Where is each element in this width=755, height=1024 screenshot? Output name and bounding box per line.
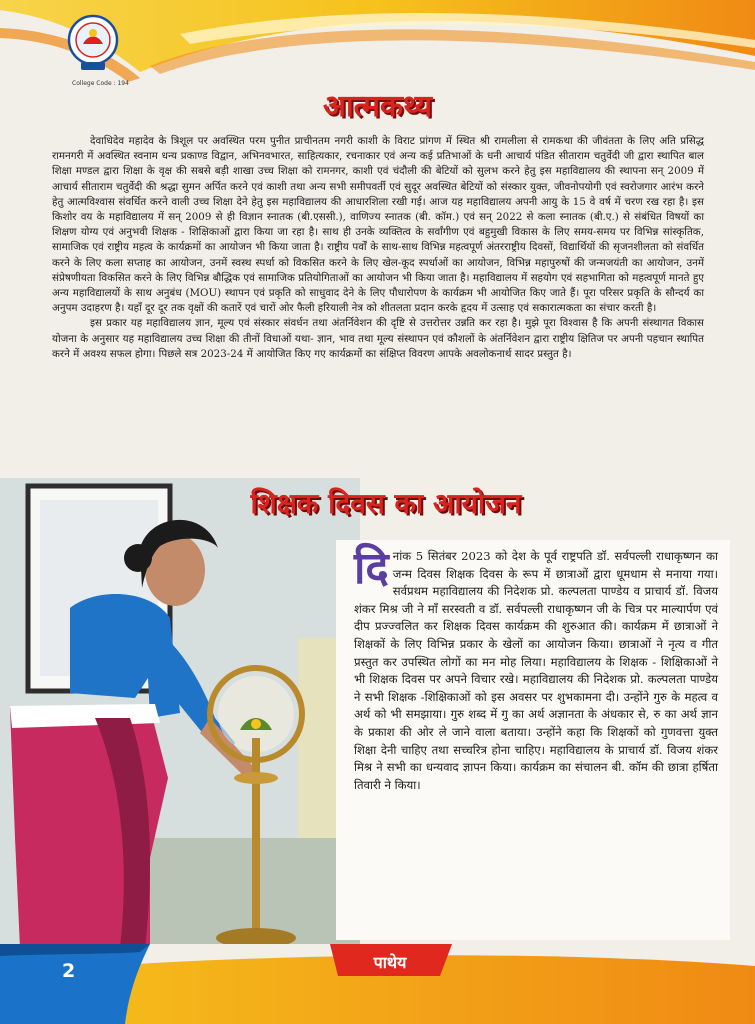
- event-body-text: नांक 5 सितंबर 2023 को देश के पूर्व राष्ट्रपति डॉ. सर्वपल्ली राधाकृष्णन का जन्म दिवस शिक्षक दिवस के रूप में छात्राओं द्वारा धूमधाम से मनाया गया। सर्वप्रथम महाविद्यालय की निदेशक प्रो. कल्पलता पाण्डेय व प्राचार्य डॉ. विजय शंकर मिश्र जी ने माँ सरस्वती व डॉ. सर्वपल्ली राधाकृष्णन जी के चित्र पर माल्यार्पण एवं दीप प्रज्ज्वलित कर शिक्षक दिवस कार्यक्रम की शुरुआत की। कार्यक्रम में छात्राओं ने शिक्षकों के लिए विभिन्न प्रकार के खेलों का आयोजन किया। छात्राओं ने नृत्य व गीत प्रस्तुत कर उपस्थित लोगों का मन मोह लिया। महाविद्यालय के शिक्षक - शिक्षिकाओं ने भी शिक्षक दिवस पर अपने विचार रखे। महाविद्यालय की निदेशक प्रो. कल्पलता पाण्डेय ने सभी शिक्षक -शिक्षिकाओं को इस अवसर पर शुभकामना दी। उन्होंने गुरु के महत्व व अर्थ को भी समझाया। गुरु शब्द में गु का अर्थ अज्ञानता के अंधकार से, रु का अर्थ ज्ञान के प्रकाश की ओर ले जाने वाला बताया। उन्होंने कहा कि शिक्षकों को गुणवत्ता युक्त शिक्षा देनी चाहिए तथा सच्चरित्र होना चाहिए। महाविद्यालय के प्राचार्य डॉ. विजय शंकर मिश्र ने सभी का धन्यवाद ज्ञापन किया। कार्यक्रम का संचालन बी. कॉम की छात्रा हर्षिता तिवारी ने किया।: [354, 549, 718, 792]
- college-logo-icon: [66, 14, 120, 74]
- section-title-teachers-day: शिक्षक दिवस का आयोजन: [250, 487, 522, 520]
- dropcap: दि: [354, 543, 389, 594]
- college-code: College Code : 194: [72, 80, 129, 87]
- event-body: [354, 543, 718, 794]
- magazine-name: पाथेय: [373, 953, 407, 972]
- introduction-paragraph: इस प्रकार यह महाविद्यालय ज्ञान, मूल्य एवं संस्कार संवर्धन तथा अंतर्निवेशन की दृष्टि से उत्तरोत्तर उन्नति कर रहा है। मुझे पूरा विश्वास है कि अपनी संस्थागत विकास योजना के अनुसार यह महाविद्यालय उच्च शिक्षा की तीनों विधाओं यथा- ज्ञान, भाव तथा मूल्य संस्थापन एवं कौशलों के अंतर्निवेशन द्वारा राष्ट्रीय क्षितिज पर अपनी पहचान स्थापित करने में अवश्य सफल होगा। पिछले सत्र 2023-24 में आयोजित किए गए कार्यक्रमों का संक्षिप्त विवरण आपके अवलोकनार्थ सादर प्रस्तुत है।: [52, 317, 704, 360]
- introduction-body: [52, 134, 704, 362]
- section-title-introduction: आत्मकथ्य: [322, 89, 433, 124]
- introduction-paragraph: देवाधिदेव महादेव के त्रिशूल पर अवस्थित परम पुनीत प्राचीनतम नगरी काशी के विराट प्रांगण में स्थित श्री रामलीला से रामकथा की जीवंतता के लिए अति प्रसिद्ध रामनगरी में अवस्थित स्वनाम धन्य प्रकाण्ड विद्वान, अभिनवभारत, साहित्यकार, रचनाकार एवं अन्य कई प्रतिभाओं के धनी आचार्य पंडित सीताराम चतुर्वेदी जी द्वारा स्थापित बाल शिक्षा मण्डल द्वारा शिक्षा के वृक्ष की सबसे बड़ी शाखा उच्च शिक्षा को रामनगर, काशी एवं चंदौली की बेटियों को सुलभ करने हेतु इस महाविद्यालय की स्थापना सन् 2009 में आचार्य सीताराम चतुर्वेदी की श्रद्धा सुमन अर्पित करने एवं काशी तथा अन्य सभी समीपवर्ती एवं सुदूर अवस्थित बेटियों को संस्कार युक्त, जीवनोपयोगी एवं स्वरोजगार आरंभ करने हेतु आत्मविश्वास संवर्धित करने वाली उच्च शिक्षा देने हेतु इस महाविद्यालय की आधारशिला रखी गई। आज यह महाविद्यालय अपनी आयु के 15 वे वर्ष में चरण रख रहा है। इस किशोर वय के महाविद्यालय में सन् 2009 से ही विज्ञान स्नातक (बी.एससी.), वाणिज्य स्नातक (बी. कॉम.) एवं सन् 2022 से कला स्नातक (बी.ए.) से संबंधित विषयों का शिक्षण योग्य एवं अनुभवी शिक्षक - शिक्षिकाओं द्वारा किया जा रहा है। साथ ही उनके व्यक्तित्व के सर्वांगीण एवं बहुमुखी विकास के लिए समय-समय पर विभिन्न सांस्कृतिक, सामाजिक एवं राष्ट्रीय महत्व के कार्यक्रमों का आयोजन भी किया जाता है। राष्ट्रीय पर्वों के साथ-साथ विभिन्न महत्वपूर्ण अंतरराष्ट्रीय दिवसों, विद्यार्थियों की सृजनशीलता को संवर्धित करने के लिए कला सप्ताह का आयोजन, उनमें स्वस्थ स्पर्धा को विकसित करने के लिए खेल-कूद स्पर्धाओं का आयोजन, विभिन्न महापुरुषों की जन्मजयंती का आयोजन, उनमें संप्रेषणीयता विकसित करने के लिए विभिन्न बौद्धिक एवं सामाजिक प्रतियोगिताओं का आयोजन भी किया जाता है। महाविद्यालय में सहयोग एवं सहभागिता को महत्वपूर्ण मानते हुए अन्य महाविद्यालयों के साथ अनुबंध (MOU) स्थापन एवं प्रकृति को साधुवाद देने के लिए पौधारोपण के कार्यक्रम भी आयोजित किए जाते हैं। पूरा परिसर प्रकृति के सौन्दर्य का अनुपम उदाहरण है। यहाँ दूर दूर तक वृक्षों की कतारें एवं चारों ओर फैली हरियाली नेत्र को शीतलता प्रदान करके हृदय में उत्साह एवं सकारात्मकता का संचार करती है।: [52, 135, 704, 315]
- event-photo: [0, 478, 360, 970]
- page-number: 2: [62, 960, 76, 982]
